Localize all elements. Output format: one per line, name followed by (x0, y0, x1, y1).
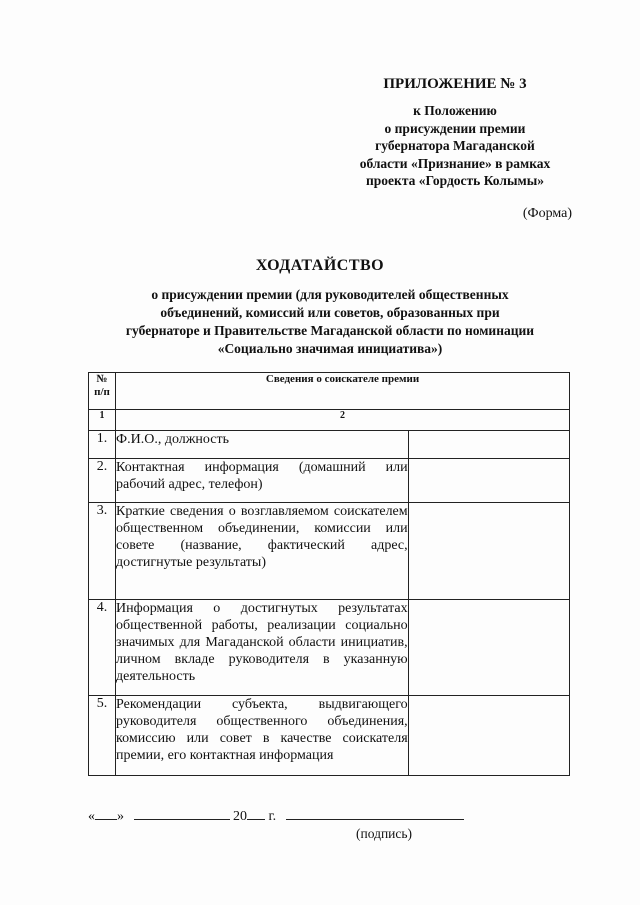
appendix-line: к Положению (413, 103, 497, 118)
appendix-block (330, 76, 580, 190)
table-row (89, 696, 570, 776)
row-value-field[interactable] (408, 431, 569, 459)
appendix-line: губернатора Магаданской (375, 138, 535, 153)
row-value-field[interactable] (408, 696, 569, 776)
close-quote: » (117, 809, 124, 824)
table-header-row (89, 373, 570, 410)
column-number-1: 1 (89, 410, 116, 431)
applicant-info-table (88, 372, 570, 776)
row-value-field[interactable] (408, 600, 569, 696)
date-signature-line (88, 806, 464, 825)
row-value-field[interactable] (408, 503, 569, 600)
open-quote: « (88, 809, 95, 824)
table-row (89, 600, 570, 696)
header-number: № п/п (89, 373, 116, 410)
table-row (89, 503, 570, 600)
row-number: 5. (89, 696, 116, 776)
day-blank[interactable] (95, 806, 117, 820)
row-description: Контактная информация (домашний или рабочий адрес, телефон) (116, 459, 409, 503)
column-number-2: 2 (116, 410, 570, 431)
row-description: Рекомендации субъекта, выдвигающего руководителя общественного объединения, комиссию или совет в качестве соискателя премии, его контактная информация (116, 696, 409, 776)
row-number: 1. (89, 431, 116, 459)
appendix-line: области «Признание» в рамках (359, 155, 551, 171)
document-subtitle (90, 286, 570, 358)
row-description: Ф.И.О., должность (116, 431, 409, 459)
row-description: Краткие сведения о возглавляемом соискателем общественном объединении, комиссии или совете (название, фактический адрес, достигнутые результаты) (116, 503, 409, 600)
subtitle-line: губернаторе и Правительстве Магаданской области по номинации (125, 323, 535, 338)
year-suffix: г. (268, 809, 277, 824)
year-blank[interactable] (247, 806, 265, 820)
signature-blank[interactable] (286, 806, 464, 820)
row-number: 2. (89, 459, 116, 503)
row-number: 4. (89, 600, 116, 696)
month-blank[interactable] (134, 806, 230, 820)
row-number: 3. (89, 503, 116, 600)
subtitle-line: объединений, комиссий или советов, образованных при (160, 305, 500, 320)
row-description: Информация о достигнутых результатах общественной работы, реализации социально значимых для Магаданской области инициатив, личном вкладе руководителя в указанную деятельность (116, 600, 409, 696)
appendix-line: о присуждении премии (384, 120, 526, 136)
appendix-line: проекта «Гордость Колымы» (366, 173, 544, 188)
column-number-row (89, 410, 570, 431)
year-prefix: 20 (233, 809, 247, 824)
header-applicant-info: Сведения о соискателе премии (116, 373, 570, 410)
table-row (89, 431, 570, 459)
subtitle-line: «Социально значимая инициатива») (217, 341, 443, 356)
document-title: ХОДАТАЙСТВО (255, 257, 385, 274)
appendix-title: ПРИЛОЖЕНИЕ № 3 (383, 76, 527, 92)
form-label: (Форма) (522, 206, 572, 221)
subtitle-line: о присуждении премии (для руководителей общественных (151, 287, 509, 302)
row-value-field[interactable] (408, 459, 569, 503)
signature-label: (подпись) (356, 826, 413, 841)
table-row (89, 459, 570, 503)
